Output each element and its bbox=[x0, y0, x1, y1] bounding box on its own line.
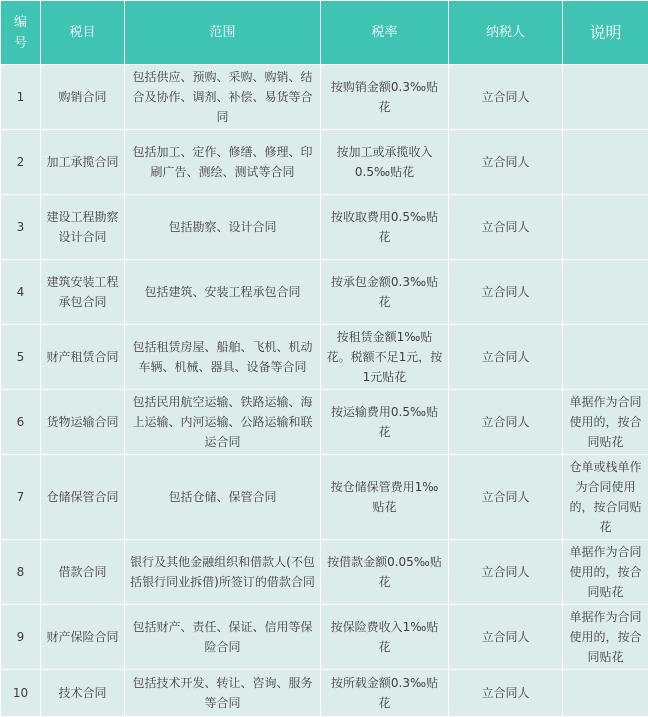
cell-scope: 包括建筑、安装工程承包合同 bbox=[125, 260, 321, 325]
cell-rate: 按所载金额0.3‰贴花 bbox=[321, 670, 449, 717]
cell-rate: 按加工或承揽收入0.5‰贴花 bbox=[321, 130, 449, 195]
table-row bbox=[1, 65, 648, 130]
cell-note bbox=[563, 260, 648, 325]
cell-no: 10 bbox=[1, 670, 41, 717]
table-row bbox=[1, 325, 648, 390]
cell-rate: 按运输费用0.5‰贴花 bbox=[321, 390, 449, 455]
cell-note: 单据作为合同使用的，按合同贴花 bbox=[563, 605, 648, 670]
cell-scope: 包括仓储、保管合同 bbox=[125, 455, 321, 540]
cell-taxpayer: 立合同人 bbox=[449, 670, 563, 717]
header-rate: 税率 bbox=[321, 1, 449, 65]
cell-no: 6 bbox=[1, 390, 41, 455]
cell-item: 财产租赁合同 bbox=[41, 325, 125, 390]
cell-note: 单据作为合同使用的，按合同贴花 bbox=[563, 390, 648, 455]
cell-note bbox=[563, 670, 648, 717]
cell-scope: 包括财产、责任、保证、信用等保险合同 bbox=[125, 605, 321, 670]
cell-taxpayer: 立合同人 bbox=[449, 260, 563, 325]
cell-taxpayer: 立合同人 bbox=[449, 455, 563, 540]
header-note: 说明 bbox=[563, 1, 648, 65]
cell-rate: 按借款金额0.05‰贴花 bbox=[321, 540, 449, 605]
cell-taxpayer: 立合同人 bbox=[449, 390, 563, 455]
cell-rate: 按收取费用0.5‰贴花 bbox=[321, 195, 449, 260]
cell-scope: 包括租赁房屋、船舶、飞机、机动车辆、机械、器具、设备等合同 bbox=[125, 325, 321, 390]
table-row bbox=[1, 260, 648, 325]
header-no: 编号 bbox=[1, 1, 41, 65]
cell-note: 仓单或栈单作为合同使用的，按合同贴花 bbox=[563, 455, 648, 540]
cell-scope: 包括加工、定作、修缮、修理、印刷广告、测绘、测试等合同 bbox=[125, 130, 321, 195]
table-row bbox=[1, 455, 648, 540]
table-row bbox=[1, 605, 648, 670]
cell-item: 建设工程勘察设计合同 bbox=[41, 195, 125, 260]
cell-rate: 按购销金额0.3‰贴花 bbox=[321, 65, 449, 130]
cell-no: 1 bbox=[1, 65, 41, 130]
cell-note bbox=[563, 325, 648, 390]
table-row bbox=[1, 670, 648, 717]
cell-note bbox=[563, 195, 648, 260]
cell-item: 购销合同 bbox=[41, 65, 125, 130]
cell-item: 借款合同 bbox=[41, 540, 125, 605]
table-row bbox=[1, 540, 648, 605]
header-taxpayer: 纳税人 bbox=[449, 1, 563, 65]
cell-scope: 银行及其他金融组织和借款人(不包括银行同业拆借)所签订的借款合同 bbox=[125, 540, 321, 605]
cell-item: 仓储保管合同 bbox=[41, 455, 125, 540]
cell-scope: 包括技术开发、转让、咨询、服务等合同 bbox=[125, 670, 321, 717]
cell-item: 加工承揽合同 bbox=[41, 130, 125, 195]
cell-item: 建筑安装工程承包合同 bbox=[41, 260, 125, 325]
cell-no: 5 bbox=[1, 325, 41, 390]
cell-no: 9 bbox=[1, 605, 41, 670]
header-scope: 范围 bbox=[125, 1, 321, 65]
header-row bbox=[1, 1, 648, 65]
cell-taxpayer: 立合同人 bbox=[449, 540, 563, 605]
table-row bbox=[1, 195, 648, 260]
cell-note: 单据作为合同使用的，按合同贴花 bbox=[563, 540, 648, 605]
cell-rate: 按保险费收入1‰贴花 bbox=[321, 605, 449, 670]
cell-no: 2 bbox=[1, 130, 41, 195]
cell-taxpayer: 立合同人 bbox=[449, 65, 563, 130]
cell-item: 技术合同 bbox=[41, 670, 125, 717]
cell-note bbox=[563, 130, 648, 195]
cell-taxpayer: 立合同人 bbox=[449, 195, 563, 260]
cell-rate: 按承包金额0.3‰贴花 bbox=[321, 260, 449, 325]
cell-no: 4 bbox=[1, 260, 41, 325]
cell-note bbox=[563, 65, 648, 130]
cell-no: 7 bbox=[1, 455, 41, 540]
cell-item: 货物运输合同 bbox=[41, 390, 125, 455]
cell-taxpayer: 立合同人 bbox=[449, 325, 563, 390]
cell-taxpayer: 立合同人 bbox=[449, 605, 563, 670]
cell-rate: 按租赁金额1‰贴花。税额不足1元，按1元贴花 bbox=[321, 325, 449, 390]
table-row bbox=[1, 130, 648, 195]
cell-scope: 包括民用航空运输、铁路运输、海上运输、内河运输、公路运输和联运合同 bbox=[125, 390, 321, 455]
table-row bbox=[1, 390, 648, 455]
cell-rate: 按仓储保管费用1‰贴花 bbox=[321, 455, 449, 540]
cell-taxpayer: 立合同人 bbox=[449, 130, 563, 195]
cell-no: 3 bbox=[1, 195, 41, 260]
cell-item: 财产保险合同 bbox=[41, 605, 125, 670]
cell-scope: 包括供应、预购、采购、购销、结合及协作、调剂、补偿、易货等合同 bbox=[125, 65, 321, 130]
cell-no: 8 bbox=[1, 540, 41, 605]
header-item: 税目 bbox=[41, 1, 125, 65]
cell-scope: 包括勘察、设计合同 bbox=[125, 195, 321, 260]
